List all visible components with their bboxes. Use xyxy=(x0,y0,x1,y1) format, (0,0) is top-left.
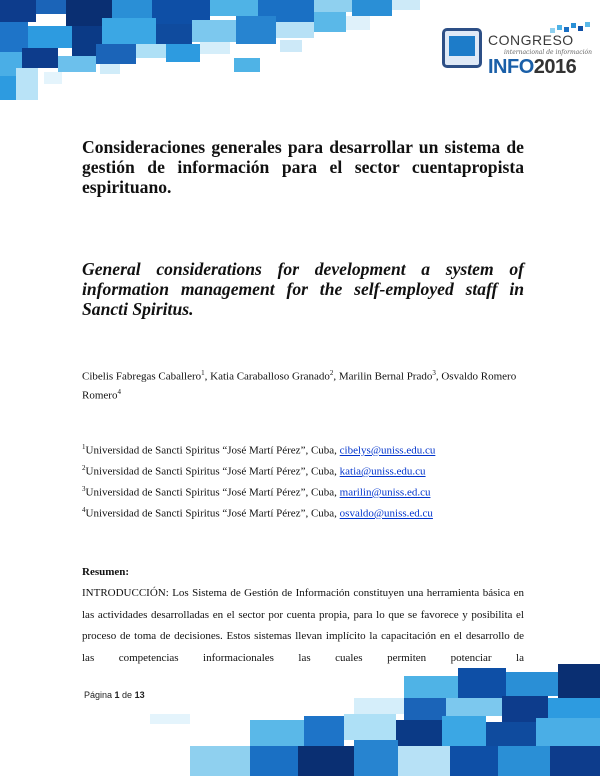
page-number: Página 1 de 13 xyxy=(84,690,145,700)
current-page: 1 xyxy=(114,690,120,700)
monitor-icon xyxy=(442,28,482,68)
logo-congreso: CONGRESO xyxy=(488,32,574,48)
author-sup: 2 xyxy=(329,369,334,377)
affiliation-item: $^3$Universidad de Sancti Spiritus “José Martí Pérez”, Cuba, marilin@uniss.ed.cu xyxy=(82,485,431,499)
title-english: General considerations for development a system of information management for the self-employed staff in Sancti Spiritus. xyxy=(82,259,524,319)
abstract-heading: Resumen: xyxy=(82,566,130,578)
author-name: Katia Caraballoso Granado xyxy=(210,370,330,383)
email-link[interactable]: osvaldo@uniss.ed.cu xyxy=(339,507,433,520)
logo-brand-text: INFO xyxy=(488,56,534,78)
logo-year: 2016 xyxy=(533,56,577,78)
affiliation-item: $^2$Universidad de Sancti Spiritus “José Martí Pérez”, Cuba, katia@uniss.edu.cu xyxy=(82,464,426,478)
author-name: Cibelis Fabregas Caballero xyxy=(82,370,202,383)
author-sup: 1 xyxy=(201,369,205,377)
author-name: Osvaldo Romero Romero xyxy=(82,370,517,402)
email-link[interactable]: marilin@uniss.ed.cu xyxy=(339,486,431,499)
affiliation-list xyxy=(82,440,524,524)
affiliation-item: $^4$Universidad de Sancti Spiritus “José Martí Pérez”, Cuba, osvaldo@uniss.ed.cu xyxy=(82,506,433,520)
author-name: Marilin Bernal Prado xyxy=(338,370,433,383)
author-sup: 4 xyxy=(117,387,121,396)
email-link[interactable]: cibelys@uniss.edu.cu xyxy=(339,444,436,457)
author-sup: 3 xyxy=(432,369,436,377)
email-link[interactable]: katia@uniss.edu.cu xyxy=(339,465,426,478)
abstract-text: INTRODUCCIÓN: Los Sistema de Gestión de Información constituyen una herramienta básica en las actividades desarrolladas en el sector por cuenta propia, para lo que se favorece y posibilita el proceso de toma de decisiones. Estos sistemas llevan implícito la capacitación en el desarrollo de las competencias informacionales las cuales permiten potenciar la xyxy=(82,587,524,664)
logo-brand xyxy=(488,56,576,79)
author-list: Cibelis Fabregas Caballero$^1$, Katia Caraballoso Granado$^2$, Marilin Bernal Prado$^3$, Osvaldo Romero Romero$^4$ xyxy=(82,369,517,402)
title-spanish: Consideraciones generales para desarrollar un sistema de gestión de información para el sector cuentapropista espirituano. xyxy=(82,137,524,197)
affiliation-item: $^1$Universidad de Sancti Spiritus “José Martí Pérez”, Cuba, cibelys@uniss.edu.cu xyxy=(82,443,436,457)
total-pages: 13 xyxy=(134,690,145,700)
congress-logo xyxy=(438,22,598,78)
logo-subtitle: internacional de información xyxy=(504,49,593,56)
